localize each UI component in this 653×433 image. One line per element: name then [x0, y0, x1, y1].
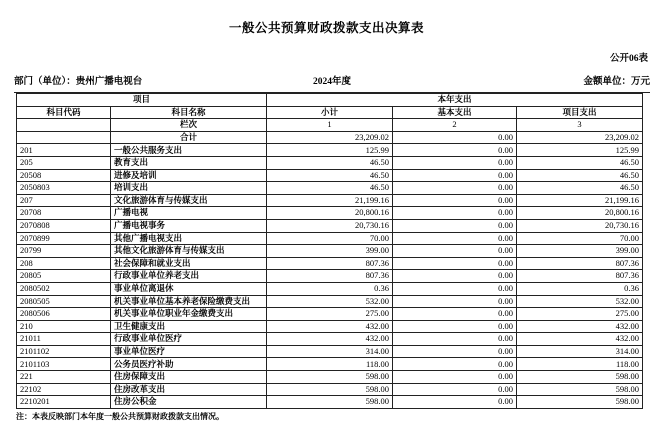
meta-department: 部门（单位）：贵州广播电视台 — [14, 77, 143, 87]
table-row — [17, 383, 643, 396]
cell-project-expense: 532.00 — [517, 295, 643, 308]
cell-subject-code: 22102 — [17, 383, 111, 396]
cell-basic-expense: 0.00 — [393, 207, 517, 220]
cell-subtotal: 807.36 — [267, 270, 393, 283]
cell-subject-code: 208 — [17, 257, 111, 270]
total-subtotal: 23,209.02 — [267, 131, 393, 144]
column-index-1: 1 — [267, 119, 393, 132]
cell-subject-code: 2070899 — [17, 232, 111, 245]
cell-subject-code: 210 — [17, 320, 111, 333]
header-group-current-year: 本年支出 — [267, 94, 643, 107]
table-row — [17, 345, 643, 358]
cell-subject-code: 205 — [17, 156, 111, 169]
cell-subject-name: 其他文化旅游体育与传媒支出 — [111, 245, 267, 258]
cell-project-expense: 314.00 — [517, 345, 643, 358]
table-row — [17, 219, 643, 232]
page-title: 一般公共预算财政拨款支出决算表 — [228, 21, 424, 35]
cell-subtotal: 432.00 — [267, 320, 393, 333]
cell-basic-expense: 0.00 — [393, 308, 517, 321]
cell-subject-name: 事业单位离退休 — [111, 282, 267, 295]
cell-project-expense: 399.00 — [517, 245, 643, 258]
cell-subject-name: 进修及培训 — [111, 169, 267, 182]
cell-subtotal: 532.00 — [267, 295, 393, 308]
cell-basic-expense: 0.00 — [393, 182, 517, 195]
cell-basic-expense: 0.00 — [393, 257, 517, 270]
cell-project-expense: 20,730.16 — [517, 219, 643, 232]
col-header-subtotal: 小计 — [267, 106, 393, 119]
cell-subtotal: 46.50 — [267, 182, 393, 195]
cell-subject-name: 住房改革支出 — [111, 383, 267, 396]
cell-subject-code: 2101103 — [17, 358, 111, 371]
cell-subject-name: 社会保障和就业支出 — [111, 257, 267, 270]
cell-basic-expense: 0.00 — [393, 219, 517, 232]
cell-project-expense: 46.50 — [517, 169, 643, 182]
cell-subtotal: 598.00 — [267, 383, 393, 396]
table-row — [17, 320, 643, 333]
total-basic-expense: 0.00 — [393, 131, 517, 144]
cell-subject-name: 其他广播电视支出 — [111, 232, 267, 245]
footnote: 注：本表反映部门本年度一般公共预算财政拨款支出情况。 — [16, 411, 224, 421]
cell-subject-name: 文化旅游体育与传媒支出 — [111, 194, 267, 207]
cell-subject-code: 20508 — [17, 169, 111, 182]
cell-subject-code: 207 — [17, 194, 111, 207]
table-row — [17, 194, 643, 207]
table-row — [17, 182, 643, 195]
cell-project-expense: 46.50 — [517, 182, 643, 195]
cell-basic-expense: 0.00 — [393, 169, 517, 182]
cell-subtotal: 46.50 — [267, 156, 393, 169]
table-row — [17, 270, 643, 283]
col-header-basic: 基本支出 — [393, 106, 517, 119]
cell-subtotal: 21,199.16 — [267, 194, 393, 207]
meta-unit: 金额单位：万元 — [583, 77, 650, 87]
table-row — [17, 257, 643, 270]
table-body — [17, 144, 643, 408]
cell-project-expense: 807.36 — [517, 257, 643, 270]
cell-subtotal: 314.00 — [267, 345, 393, 358]
cell-subject-name: 一般公共服务支出 — [111, 144, 267, 157]
header-group-project: 项目 — [17, 94, 267, 107]
column-index-row — [17, 119, 643, 132]
col-header-subject-name: 科目名称 — [111, 106, 267, 119]
cell-subject-code: 20805 — [17, 270, 111, 283]
cell-basic-expense: 0.00 — [393, 194, 517, 207]
cell-project-expense: 0.36 — [517, 282, 643, 295]
cell-subtotal: 46.50 — [267, 169, 393, 182]
cell-subject-code: 2080502 — [17, 282, 111, 295]
cell-subject-name: 事业单位医疗 — [111, 345, 267, 358]
table-number: 公开06表 — [609, 54, 648, 64]
cell-subject-code: 2070808 — [17, 219, 111, 232]
column-index-2: 2 — [393, 119, 517, 132]
cell-subtotal: 20,800.16 — [267, 207, 393, 220]
table-row — [17, 282, 643, 295]
cell-subject-code: 2080505 — [17, 295, 111, 308]
header-group-row — [17, 94, 643, 107]
cell-project-expense: 118.00 — [517, 358, 643, 371]
cell-project-expense: 20,800.16 — [517, 207, 643, 220]
cell-subtotal: 432.00 — [267, 333, 393, 346]
cell-basic-expense: 0.00 — [393, 320, 517, 333]
cell-subject-name: 培训支出 — [111, 182, 267, 195]
table-row — [17, 295, 643, 308]
cell-subject-code: 2210201 — [17, 396, 111, 409]
empty-cell — [17, 131, 111, 144]
cell-subtotal: 275.00 — [267, 308, 393, 321]
cell-subtotal: 598.00 — [267, 371, 393, 384]
cell-subject-name: 住房公积金 — [111, 396, 267, 409]
cell-project-expense: 598.00 — [517, 383, 643, 396]
cell-basic-expense: 0.00 — [393, 358, 517, 371]
meta-line — [14, 73, 650, 93]
cell-subject-name: 教育支出 — [111, 156, 267, 169]
cell-subtotal: 0.36 — [267, 282, 393, 295]
cell-basic-expense: 0.00 — [393, 371, 517, 384]
cell-subject-code: 20708 — [17, 207, 111, 220]
cell-subtotal: 70.00 — [267, 232, 393, 245]
table-row — [17, 333, 643, 346]
cell-basic-expense: 0.00 — [393, 245, 517, 258]
cell-project-expense: 432.00 — [517, 333, 643, 346]
header-columns-row — [17, 106, 643, 119]
table-row — [17, 358, 643, 371]
cell-basic-expense: 0.00 — [393, 383, 517, 396]
cell-project-expense: 598.00 — [517, 396, 643, 409]
table-row — [17, 156, 643, 169]
cell-basic-expense: 0.00 — [393, 345, 517, 358]
cell-basic-expense: 0.00 — [393, 156, 517, 169]
col-header-project: 项目支出 — [517, 106, 643, 119]
cell-subtotal: 118.00 — [267, 358, 393, 371]
cell-subtotal: 399.00 — [267, 245, 393, 258]
cell-subject-name: 机关事业单位基本养老保险缴费支出 — [111, 295, 267, 308]
cell-subject-name: 机关事业单位职业年金缴费支出 — [111, 308, 267, 321]
cell-subject-name: 广播电视事务 — [111, 219, 267, 232]
cell-basic-expense: 0.00 — [393, 333, 517, 346]
cell-project-expense: 432.00 — [517, 320, 643, 333]
cell-basic-expense: 0.00 — [393, 282, 517, 295]
cell-basic-expense: 0.00 — [393, 232, 517, 245]
cell-subtotal: 125.99 — [267, 144, 393, 157]
cell-project-expense: 598.00 — [517, 371, 643, 384]
table-row — [17, 232, 643, 245]
cell-subject-code: 2080506 — [17, 308, 111, 321]
total-row — [17, 131, 643, 144]
cell-subject-code: 221 — [17, 371, 111, 384]
total-project-expense: 23,209.02 — [517, 131, 643, 144]
cell-basic-expense: 0.00 — [393, 144, 517, 157]
table-row — [17, 207, 643, 220]
cell-subject-name: 公务员医疗补助 — [111, 358, 267, 371]
table-row — [17, 371, 643, 384]
table-row — [17, 308, 643, 321]
cell-project-expense: 46.50 — [517, 156, 643, 169]
table-row — [17, 245, 643, 258]
meta-year: 2024年度 — [312, 77, 351, 87]
cell-subject-code: 2101102 — [17, 345, 111, 358]
cell-subject-code: 201 — [17, 144, 111, 157]
column-index-label: 栏次 — [111, 119, 267, 132]
cell-subject-code: 2050803 — [17, 182, 111, 195]
column-index-3: 3 — [517, 119, 643, 132]
cell-project-expense: 275.00 — [517, 308, 643, 321]
cell-basic-expense: 0.00 — [393, 270, 517, 283]
cell-project-expense: 807.36 — [517, 270, 643, 283]
cell-subtotal: 598.00 — [267, 396, 393, 409]
budget-table — [16, 93, 643, 409]
cell-project-expense: 21,199.16 — [517, 194, 643, 207]
cell-subtotal: 20,730.16 — [267, 219, 393, 232]
cell-subject-code: 21011 — [17, 333, 111, 346]
cell-subject-name: 广播电视 — [111, 207, 267, 220]
table-row — [17, 169, 643, 182]
table-row — [17, 144, 643, 157]
cell-project-expense: 125.99 — [517, 144, 643, 157]
empty-cell — [17, 119, 111, 132]
col-header-subject-code: 科目代码 — [17, 106, 111, 119]
table-row — [17, 396, 643, 409]
total-label: 合计 — [111, 131, 267, 144]
cell-subject-name: 行政事业单位养老支出 — [111, 270, 267, 283]
cell-basic-expense: 0.00 — [393, 396, 517, 409]
cell-subject-name: 卫生健康支出 — [111, 320, 267, 333]
cell-subject-name: 住房保障支出 — [111, 371, 267, 384]
cell-subject-code: 20799 — [17, 245, 111, 258]
cell-subject-name: 行政事业单位医疗 — [111, 333, 267, 346]
cell-project-expense: 70.00 — [517, 232, 643, 245]
cell-basic-expense: 0.00 — [393, 295, 517, 308]
cell-subtotal: 807.36 — [267, 257, 393, 270]
